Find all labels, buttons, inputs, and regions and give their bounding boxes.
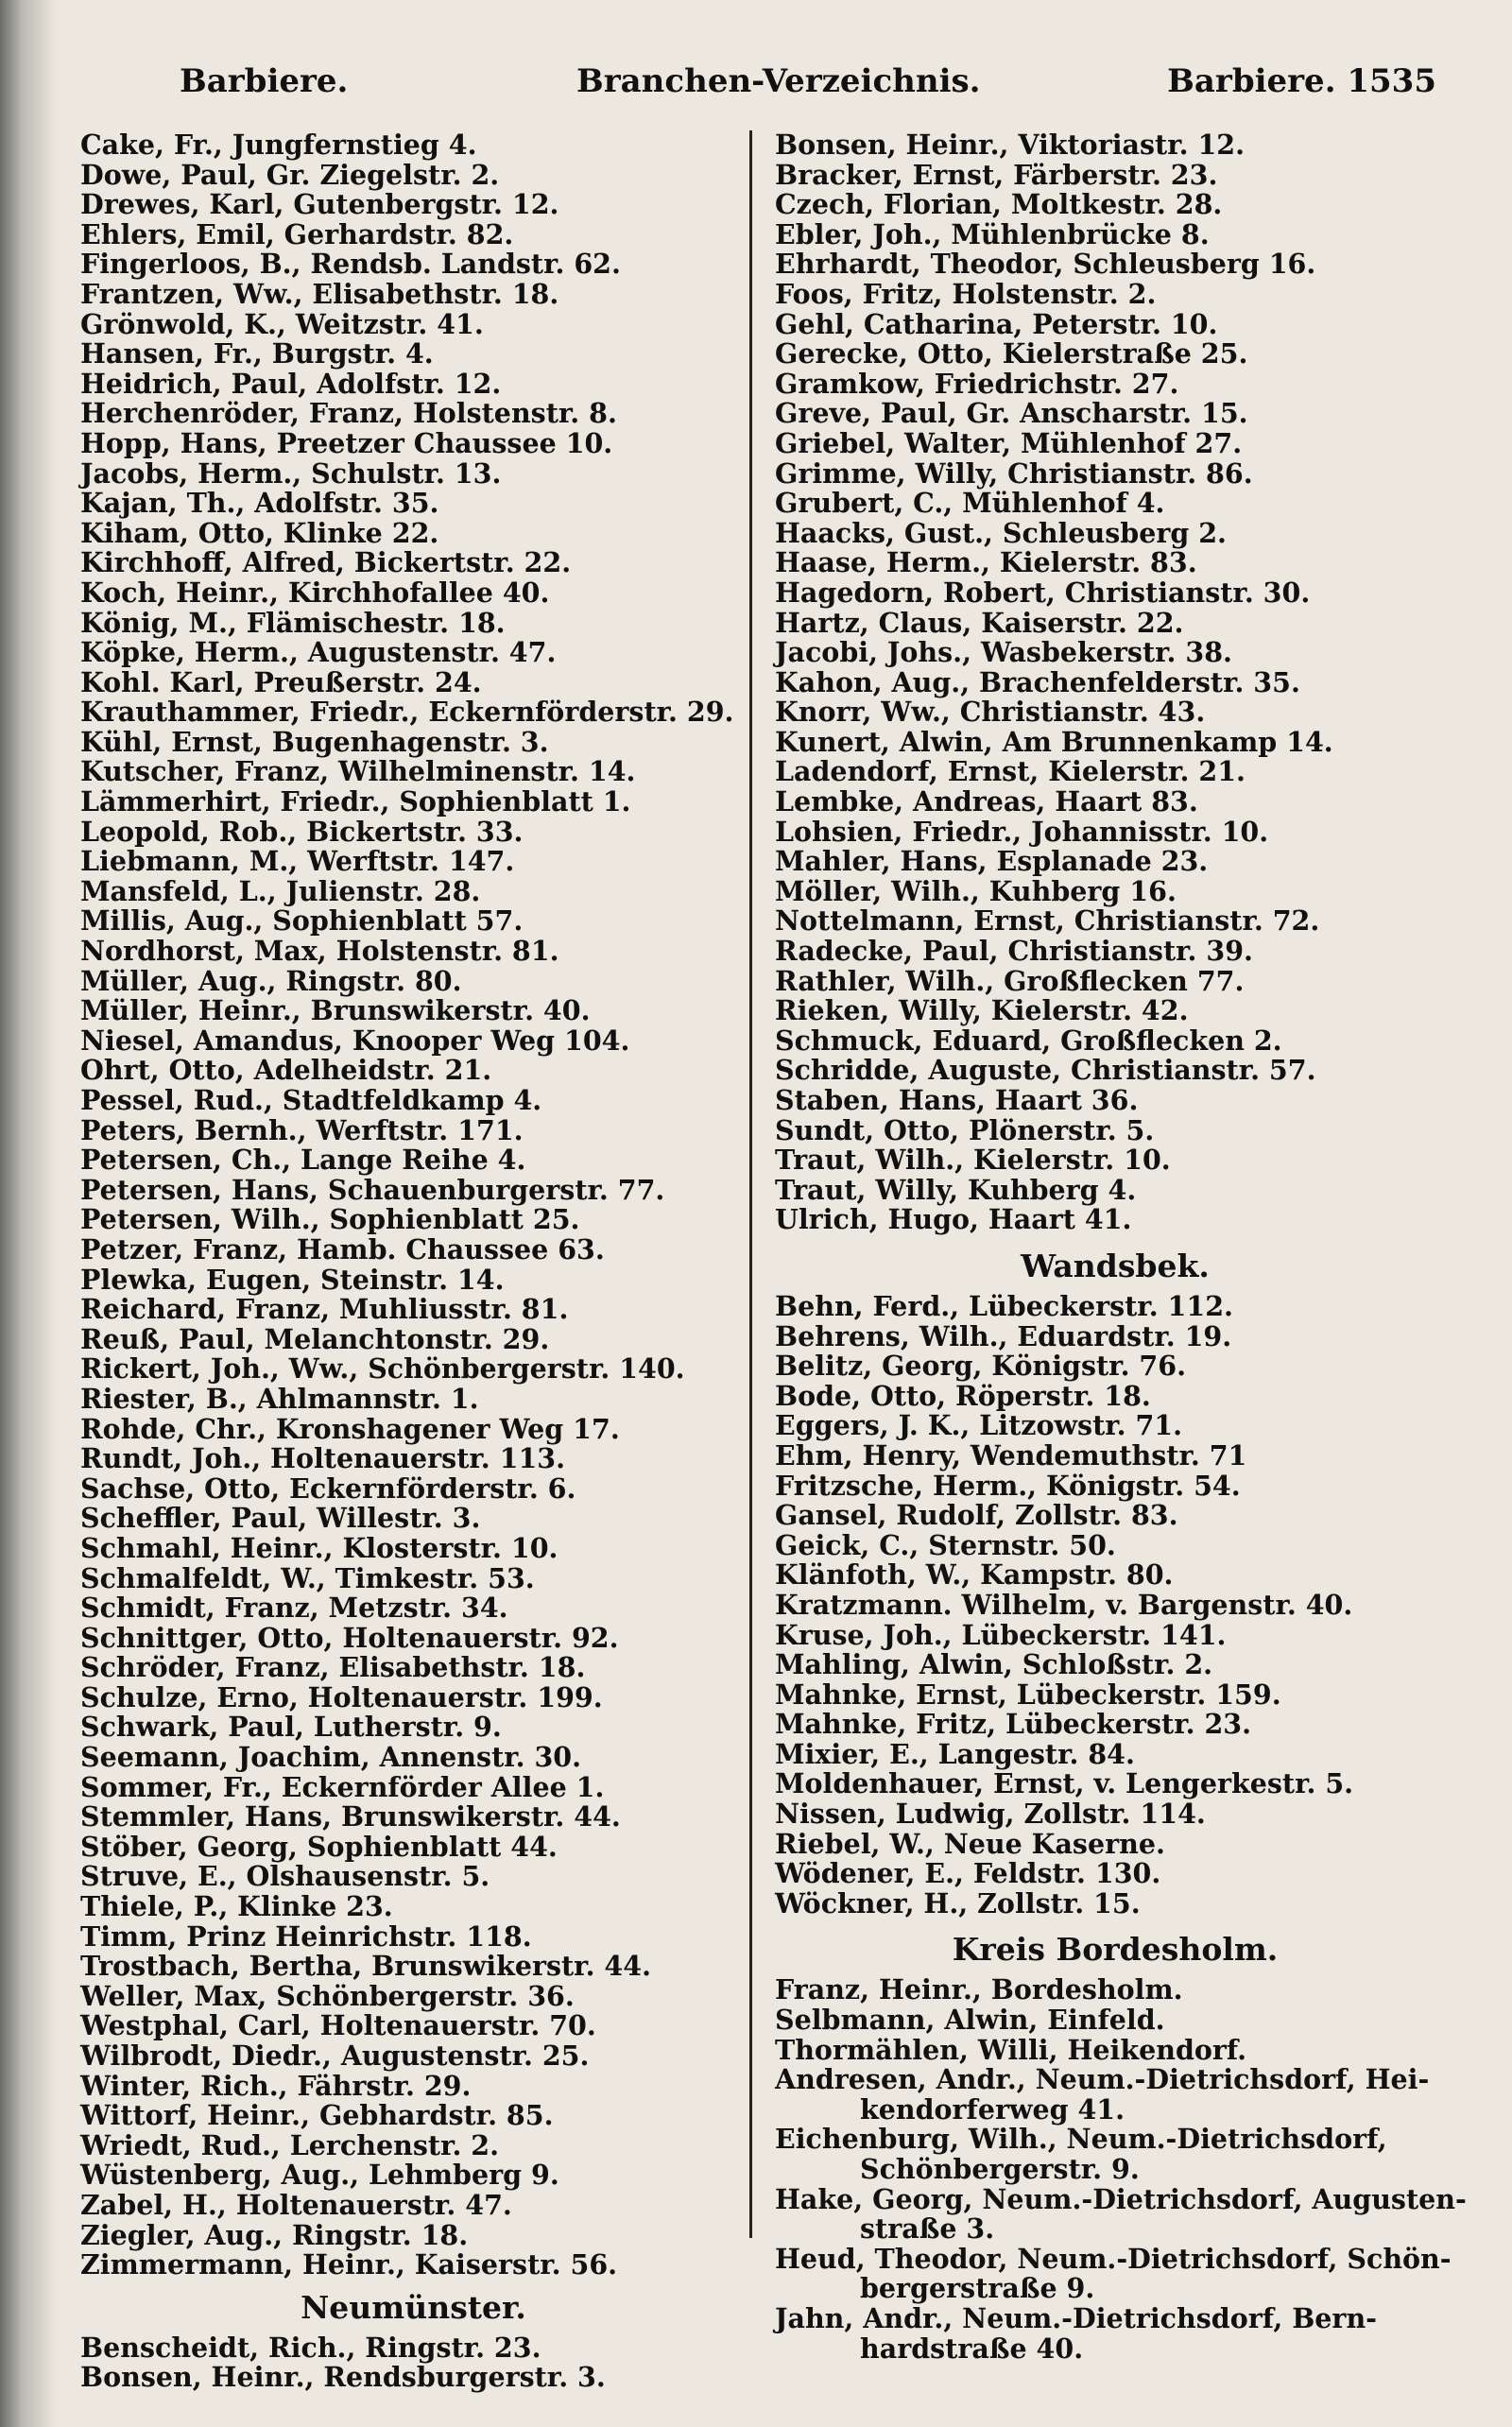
directory-entry: Plewka, Eugen, Steinstr. 14.	[80, 1263, 505, 1296]
directory-entry: Ebler, Joh., Mühlenbrücke 8.	[775, 217, 1210, 250]
directory-entry: Staben, Hans, Haart 36.	[775, 1084, 1139, 1116]
directory-entry: Lembke, Andreas, Haart 83.	[775, 785, 1198, 818]
directory-entry: Cake, Fr., Jungfernstieg 4.	[80, 129, 477, 161]
directory-entry-continuation: kendorferweg 41.	[860, 2092, 1125, 2126]
directory-entry: Traut, Wilh., Kielerstr. 10.	[775, 1144, 1171, 1177]
directory-entry: Thiele, P., Klinke 23.	[80, 1890, 393, 1923]
directory-entry: Wüstenberg, Aug., Lehmberg 9.	[80, 2159, 559, 2192]
column-divider	[749, 130, 752, 2238]
section-heading: Wandsbek.	[1021, 1247, 1210, 1284]
directory-entry: Peters, Bernh., Werftstr. 171.	[80, 1113, 524, 1146]
directory-entry: Ohrt, Otto, Adelheidstr. 21.	[80, 1054, 492, 1087]
directory-entry: Jacobi, Johs., Wasbekerstr. 38.	[775, 636, 1232, 669]
directory-entry: Mahling, Alwin, Schloßstr. 2.	[775, 1648, 1213, 1681]
directory-entry: Rieken, Willy, Kielerstr. 42.	[775, 994, 1189, 1027]
directory-entry: Ziegler, Aug., Ringstr. 18.	[80, 2218, 469, 2251]
section-heading: Neumünster.	[301, 2288, 526, 2326]
directory-entry: Radecke, Paul, Christianstr. 39.	[775, 935, 1253, 968]
directory-entry: Wittorf, Heinr., Gebhardstr. 85.	[80, 2099, 554, 2132]
directory-entry: Riebel, W., Neue Kaserne.	[775, 1827, 1165, 1860]
directory-entry: Rathler, Wilh., Großflecken 77.	[775, 964, 1245, 997]
directory-entry: Schmahl, Heinr., Klosterstr. 10.	[80, 1531, 558, 1564]
directory-entry: Schröder, Franz, Elisabethstr. 18.	[80, 1651, 586, 1684]
directory-entry: Seemann, Joachim, Annenstr. 30.	[80, 1741, 582, 1774]
directory-entry: Fritzsche, Herm., Königstr. 54.	[775, 1469, 1241, 1502]
directory-entry: Bonsen, Heinr., Viktoriastr. 12.	[775, 129, 1246, 161]
directory-entry: Traut, Willy, Kuhberg 4.	[775, 1173, 1137, 1206]
directory-entry: Rundt, Joh., Holtenauerstr. 113.	[80, 1442, 566, 1475]
directory-entry: Stöber, Georg, Sophienblatt 44.	[80, 1830, 558, 1863]
directory-entry: Jacobs, Herm., Schulstr. 13.	[80, 456, 502, 490]
directory-entry: Kahon, Aug., Brachenfelderstr. 35.	[775, 665, 1300, 698]
directory-entry: Wilbrodt, Diedr., Augustenstr. 25.	[80, 2040, 590, 2072]
directory-entry: Heidrich, Paul, Adolfstr. 12.	[80, 367, 502, 400]
directory-entry: Leopold, Rob., Bickertstr. 33.	[80, 815, 524, 848]
directory-entry: Greve, Paul, Gr. Anscharstr. 15.	[775, 397, 1248, 430]
directory-entry: Bracker, Ernst, Färberstr. 23.	[775, 158, 1218, 191]
directory-entry: Kajan, Th., Adolfstr. 35.	[80, 487, 439, 520]
directory-entry: Griebel, Walter, Mühlenhof 27.	[775, 426, 1243, 459]
directory-entry: Nordhorst, Max, Holstenstr. 81.	[80, 935, 559, 968]
directory-entry: Foos, Fritz, Holstenstr. 2.	[775, 277, 1157, 310]
directory-entry: Schnittger, Otto, Holtenauerstr. 92.	[80, 1621, 619, 1654]
directory-entry: Petersen, Ch., Lange Reihe 4.	[80, 1144, 526, 1177]
directory-entry: Mahnke, Fritz, Lübeckerstr. 23.	[775, 1708, 1252, 1741]
directory-entry: Wöckner, H., Zollstr. 15.	[775, 1886, 1141, 1919]
directory-entry: Selbmann, Alwin, Einfeld.	[775, 2004, 1165, 2037]
directory-entry: Hartz, Claus, Kaiserstr. 22.	[775, 606, 1184, 639]
directory-entry: Gerecke, Otto, Kielerstraße 25.	[775, 337, 1248, 370]
directory-entry: Behrens, Wilh., Eduardstr. 19.	[775, 1319, 1232, 1352]
right-column	[775, 129, 1467, 2365]
directory-entry: Geick, C., Sternstr. 50.	[775, 1528, 1116, 1561]
directory-entry: Gehl, Catharina, Peterstr. 10.	[775, 307, 1218, 340]
directory-entry: Hake, Georg, Neum.-Dietrichsdorf, Augusten-	[775, 2182, 1467, 2215]
directory-entry: Kratzmann. Wilhelm, v. Bargenstr. 40.	[775, 1588, 1353, 1621]
directory-entry: Kutscher, Franz, Wilhelminenstr. 14.	[80, 755, 636, 788]
directory-entry: Scheffler, Paul, Willestr. 3.	[80, 1502, 481, 1535]
directory-entry: Frantzen, Ww., Elisabethstr. 18.	[80, 277, 559, 310]
directory-entry: Pessel, Rud., Stadtfeldkamp 4.	[80, 1084, 542, 1116]
directory-entry: König, M., Flämischestr. 18.	[80, 606, 506, 639]
directory-entry: Ulrich, Hugo, Haart 41.	[775, 1203, 1132, 1236]
directory-entry: Timm, Prinz Heinrichstr. 118.	[80, 1919, 532, 1953]
directory-entry: Möller, Wilh., Kuhberg 16.	[775, 874, 1177, 907]
directory-entry: Rickert, Joh., Ww., Schönbergerstr. 140.	[80, 1352, 685, 1386]
directory-entry: Grönwold, K., Weitzstr. 41.	[80, 307, 484, 340]
directory-entry: Petersen, Hans, Schauenburgerstr. 77.	[80, 1173, 665, 1206]
directory-entry-continuation: Schönbergerstr. 9.	[860, 2153, 1140, 2185]
directory-entry: Sundt, Otto, Plönerstr. 5.	[775, 1113, 1155, 1146]
directory-entry-continuation: bergerstraße 9.	[860, 2272, 1095, 2305]
directory-entry: Klänfoth, W., Kampstr. 80.	[775, 1558, 1174, 1592]
directory-entry: Petersen, Wilh., Sophienblatt 25.	[80, 1203, 580, 1236]
directory-entry: Kruse, Joh., Lübeckerstr. 141.	[775, 1618, 1227, 1651]
directory-entry: Bode, Otto, Röperstr. 18.	[775, 1379, 1151, 1412]
header-center-title: Branchen-Verzeichnis.	[576, 62, 981, 100]
directory-entry: Kiham, Otto, Klinke 22.	[80, 516, 439, 549]
directory-entry: Struve, E., Olshausenstr. 5.	[80, 1860, 490, 1893]
directory-entry: Köpke, Herm., Augustenstr. 47.	[80, 636, 557, 669]
directory-entry: Grimme, Willy, Christianstr. 86.	[775, 456, 1253, 490]
page-edge-shadow	[0, 0, 57, 2427]
directory-entry: Grubert, C., Mühlenhof 4.	[775, 487, 1165, 520]
page-header	[170, 62, 1436, 112]
header-left-title: Barbiere.	[180, 62, 349, 100]
directory-entry: Trostbach, Bertha, Brunswikerstr. 44.	[80, 1950, 651, 1983]
directory-entry: Hansen, Fr., Burgstr. 4.	[80, 337, 434, 370]
directory-entry: Millis, Aug., Sophienblatt 57.	[80, 904, 524, 938]
left-column	[80, 130, 747, 2393]
directory-entry: Ehm, Henry, Wendemuthstr. 71	[775, 1438, 1247, 1472]
directory-entry: Fingerloos, B., Rendsb. Landstr. 62.	[80, 248, 621, 281]
directory-entry: Petzer, Franz, Hamb. Chaussee 63.	[80, 1232, 605, 1265]
directory-entry: Belitz, Georg, Königstr. 76.	[775, 1350, 1187, 1383]
directory-entry: Hopp, Hans, Preetzer Chaussee 10.	[80, 426, 613, 459]
directory-entry: Behn, Ferd., Lübeckerstr. 112.	[775, 1289, 1233, 1322]
section-heading: Kreis Bordesholm.	[952, 1931, 1279, 1969]
directory-entry: Eichenburg, Wilh., Neum.-Dietrichsdorf,	[775, 2123, 1387, 2156]
directory-entry: Nottelmann, Ernst, Christianstr. 72.	[775, 904, 1320, 938]
directory-entry: Weller, Max, Schönbergerstr. 36.	[80, 1979, 575, 2012]
directory-entry: Westphal, Carl, Holtenauerstr. 70.	[80, 2009, 596, 2042]
directory-entry: Lohsien, Friedr., Johannisstr. 10.	[775, 815, 1269, 848]
directory-entry: Riester, B., Ahlmannstr. 1.	[80, 1382, 479, 1415]
directory-entry: Mansfeld, L., Julienstr. 28.	[80, 874, 481, 907]
directory-entry: Knorr, Ww., Christianstr. 43.	[775, 696, 1206, 729]
directory-entry: Hagedorn, Robert, Christianstr. 30.	[775, 576, 1311, 609]
directory-entry: Ehlers, Emil, Gerhardstr. 82.	[80, 217, 514, 250]
directory-entry: Krauthammer, Friedr., Eckernförderstr. 29.	[80, 696, 734, 729]
directory-entry: Herchenröder, Franz, Holstenstr. 8.	[80, 397, 617, 430]
directory-entry: Gansel, Rudolf, Zollstr. 83.	[775, 1499, 1178, 1532]
directory-entry: Rohde, Chr., Kronshagener Weg 17.	[80, 1412, 620, 1445]
directory-entry: Schwark, Paul, Lutherstr. 9.	[80, 1711, 502, 1744]
directory-entry: Nissen, Ludwig, Zollstr. 114.	[775, 1798, 1206, 1831]
directory-entry: Haase, Herm., Kielerstr. 83.	[775, 546, 1197, 579]
directory-entry: Koch, Heinr., Kirchhofallee 40.	[80, 576, 550, 609]
directory-entry-continuation: hardstraße 40.	[860, 2332, 1084, 2365]
directory-entry: Zimmermann, Heinr., Kaiserstr. 56.	[80, 2248, 618, 2281]
directory-entry: Liebmann, M., Werftstr. 147.	[80, 845, 515, 878]
directory-entry: Mahler, Hans, Esplanade 23.	[775, 845, 1209, 878]
directory-entry: Schmuck, Eduard, Großflecken 2.	[775, 1024, 1282, 1057]
directory-entry: Mahnke, Ernst, Lübeckerstr. 159.	[775, 1678, 1281, 1711]
directory-entry: Ladendorf, Ernst, Kielerstr. 21.	[775, 755, 1246, 788]
directory-entry: Haacks, Gust., Schleusberg 2.	[775, 516, 1227, 549]
directory-entry: Moldenhauer, Ernst, v. Lengerkestr. 5.	[775, 1767, 1354, 1800]
directory-entry: Schridde, Auguste, Christianstr. 57.	[775, 1054, 1316, 1087]
directory-entry: Schulze, Erno, Holtenauerstr. 199.	[80, 1680, 603, 1713]
directory-entry: Ehrhardt, Theodor, Schleusberg 16.	[775, 248, 1316, 281]
directory-entry: Heud, Theodor, Neum.-Dietrichsdorf, Schön-	[775, 2242, 1452, 2275]
directory-entry: Zabel, H., Holtenauerstr. 47.	[80, 2188, 512, 2221]
directory-entry: Schmidt, Franz, Metzstr. 34.	[80, 1592, 508, 1625]
directory-entry: Stemmler, Hans, Brunswikerstr. 44.	[80, 1800, 621, 1833]
header-right-title-page-number: Barbiere. 1535	[1167, 62, 1436, 100]
directory-entry: Mixier, E., Langestr. 84.	[775, 1737, 1135, 1770]
directory-entry: Andresen, Andr., Neum.-Dietrichsdorf, Hei-	[775, 2063, 1430, 2096]
directory-entry: Wödener, E., Feldstr. 130.	[775, 1857, 1161, 1890]
directory-entry: Wriedt, Rud., Lerchenstr. 2.	[80, 2128, 500, 2161]
directory-entry: Müller, Aug., Ringstr. 80.	[80, 964, 462, 997]
directory-entry: Winter, Rich., Fährstr. 29.	[80, 2069, 472, 2102]
directory-entry: Sachse, Otto, Eckernförderstr. 6.	[80, 1472, 576, 1505]
directory-entry: Kohl. Karl, Preußerstr. 24.	[80, 665, 482, 698]
directory-entry: Eggers, J. K., Litzowstr. 71.	[775, 1409, 1183, 1442]
directory-entry: Bonsen, Heinr., Rendsburgerstr. 3.	[80, 2361, 606, 2394]
directory-entry: Müller, Heinr., Brunswikerstr. 40.	[80, 994, 591, 1027]
directory-entry: Drewes, Karl, Gutenbergstr. 12.	[80, 188, 559, 221]
directory-entry: Lämmerhirt, Friedr., Sophienblatt 1.	[80, 785, 631, 818]
directory-entry: Franz, Heinr., Bordesholm.	[775, 1973, 1183, 2006]
directory-entry: Schmalfeldt, W., Timkestr. 53.	[80, 1561, 535, 1594]
directory-entry: Niesel, Amandus, Knooper Weg 104.	[80, 1024, 630, 1057]
directory-entry: Czech, Florian, Moltkestr. 28.	[775, 188, 1223, 221]
directory-entry: Kirchhoff, Alfred, Bickertstr. 22.	[80, 546, 572, 579]
directory-entry: Reichard, Franz, Muhliusstr. 81.	[80, 1293, 569, 1326]
directory-entry: Sommer, Fr., Eckernförder Allee 1.	[80, 1770, 605, 1803]
directory-entry: Benscheidt, Rich., Ringstr. 23.	[80, 2331, 541, 2364]
directory-entry: Reuß, Paul, Melanchtonstr. 29.	[80, 1322, 550, 1355]
directory-entry: Thormählen, Willi, Heikendorf.	[775, 2033, 1247, 2066]
directory-entry: Dowe, Paul, Gr. Ziegelstr. 2.	[80, 158, 500, 191]
directory-entry-continuation: straße 3.	[860, 2212, 995, 2246]
directory-entry: Kunert, Alwin, Am Brunnenkamp 14.	[775, 725, 1333, 758]
directory-entry: Kühl, Ernst, Bugenhagenstr. 3.	[80, 725, 549, 758]
directory-entry: Gramkow, Friedrichstr. 27.	[775, 367, 1179, 400]
directory-entry: Jahn, Andr., Neum.-Dietrichsdorf, Bern-	[775, 2301, 1377, 2334]
